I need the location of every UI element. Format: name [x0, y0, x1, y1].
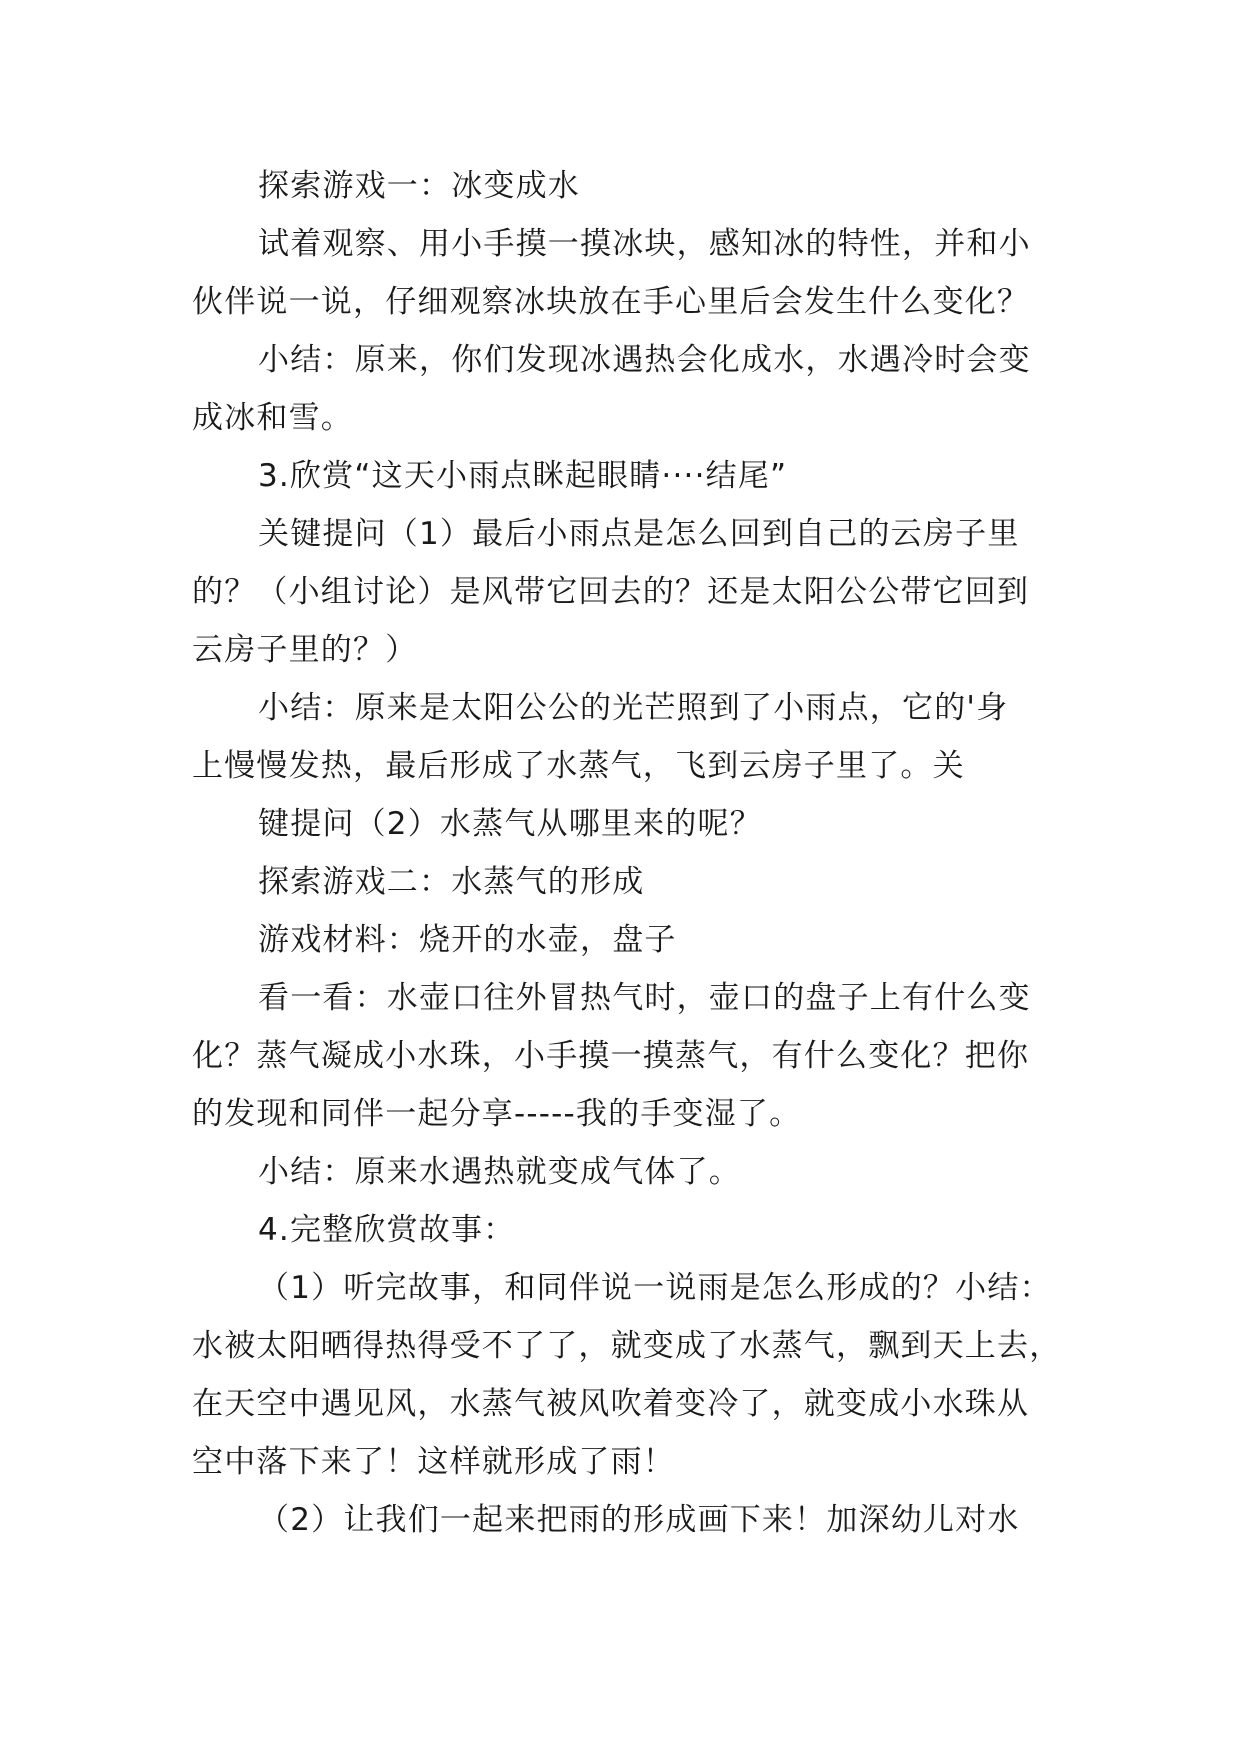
paragraph-line: 的发现和同伴一起分享-----我的手变湿了。 [192, 1096, 802, 1132]
paragraph-line: 试着观察、用小手摸一摸冰块，感知冰的特性，并和小 [258, 226, 1031, 262]
paragraph-line: 关键提问（1）最后小雨点是怎么回到自己的云房子里 [258, 516, 1020, 552]
paragraph-line: 空中落下来了！这样就形成了雨！ [192, 1444, 675, 1480]
paragraph-line: 看一看：水壶口往外冒热气时，壶口的盘子上有什么变 [258, 980, 1031, 1016]
section-heading: 4.完整欣赏故事： [258, 1212, 516, 1248]
paragraph-line: 探索游戏二：水蒸气的形成 [258, 864, 645, 900]
paragraph-line: 在天空中遇见风，水蒸气被风吹着变冷了，就变成小水珠从 [192, 1386, 1030, 1422]
paragraph-line: （2）让我们一起来把雨的形成画下来！加深幼儿对水 [258, 1502, 1020, 1538]
paragraph-line: 云房子里的？） [192, 632, 418, 668]
paragraph-line: 小结：原来是太阳公公的光芒照到了小雨点，它的'身 [258, 690, 1009, 726]
paragraph-line: 的？（小组讨论）是风带它回去的？还是太阳公公带它回到 [192, 574, 1030, 610]
paragraph-line: （1）听完故事，和同伴说一说雨是怎么形成的？小结： [258, 1270, 1052, 1306]
paragraph-line: 伙伴说一说，仔细观察冰块放在手心里后会发生什么变化？ [192, 284, 1030, 320]
paragraph-line: 上慢慢发热，最后形成了水蒸气，飞到云房子里了。关 [192, 748, 965, 784]
paragraph-line: 小结：原来水遇热就变成气体了。 [258, 1154, 741, 1190]
section-heading: 3.欣赏“这天小雨点眯起眼睛····结尾” [258, 458, 788, 494]
paragraph-line: 成冰和雪。 [192, 400, 353, 436]
paragraph-line: 化？蒸气凝成小水珠，小手摸一摸蒸气，有什么变化？把你 [192, 1038, 1030, 1074]
paragraph-line: 探索游戏一：冰变成水 [258, 168, 580, 204]
paragraph-line: 水被太阳晒得热得受不了了，就变成了水蒸气，飘到天上去， [192, 1328, 1062, 1364]
paragraph-line: 键提问（2）水蒸气从哪里来的呢？ [258, 806, 762, 842]
paragraph-line: 游戏材料：烧开的水壶，盘子 [258, 922, 677, 958]
paragraph-line: 小结：原来，你们发现冰遇热会化成水，水遇冷时会变 [258, 342, 1031, 378]
